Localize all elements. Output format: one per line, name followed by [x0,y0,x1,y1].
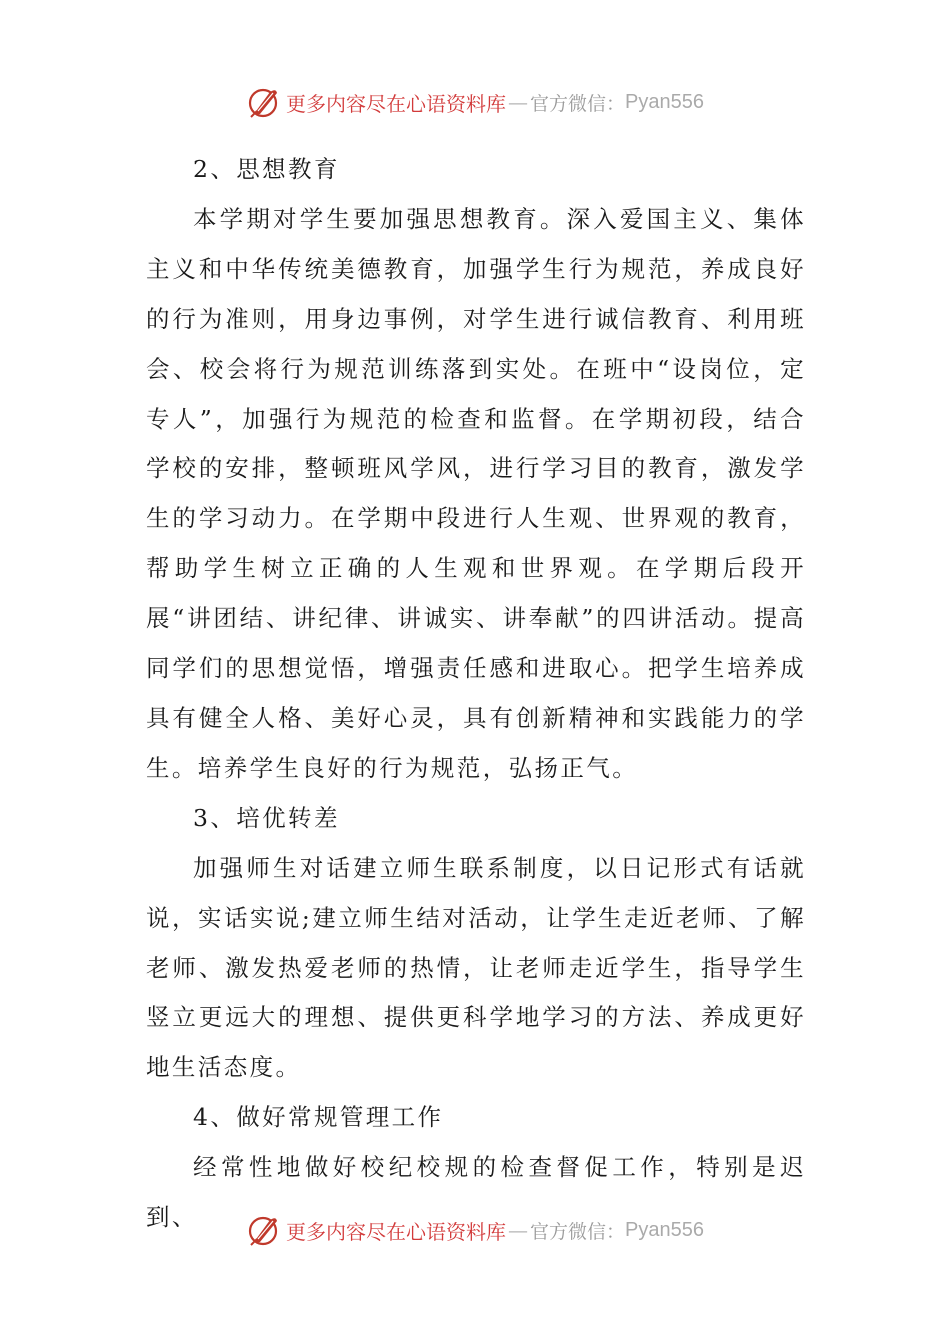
section-heading-tutoring: 3、培优转差 [193,803,340,832]
paragraph-routine-management: 经常性地做好校纪校规的检查督促工作，特别是迟到、 [146,1153,806,1232]
quill-pen-logo-icon [246,1212,282,1248]
banner-wechat-label: 官方微信： [530,1220,626,1243]
banner-separator: — [508,90,528,114]
paragraph-thought-education: 本学期对学生要加强思想教育。深入爱国主义、集体主义和中华传统美德教育，加强学生行为规范，养成良好的行为准则，用身边事例，对学生进行诚信教育、利用班会、校会将行为规范训练落到实处。在班中“设岗位，定专人”，加强行为规范的检查和监督。在学期初段，结合学校的安排，整顿班风学风，进行学习目的教育，激发学生的学习动力。在学期中段进行人生观、世界观的教育，帮助学生树立正确的人生观和世界观。在学期后段开展“讲团结、讲纪律、讲诚实、讲奉献”的四讲活动。提高同学们的思想觉悟，增强责任感和进取心。把学生培养成具有健全人格、美好心灵，具有创新精神和实践能力的学生。培养学生良好的行为规范，弘扬正气。 [146,204,806,782]
banner-wechat-id: Pyan556 [625,90,704,113]
banner-brand-text: 更多内容尽在心语资料库 [286,1219,506,1244]
paragraph-tutoring: 加强师生对话建立师生联系制度，以日记形式有话就说，实话实说;建立师生结对活动，让学生走近老师、了解老师、激发热爱老师的热情，让老师走近学生，指导学生竖立更远大的理想、提供更科学地学习的方法、养成更好地生活态度。 [146,853,806,1082]
banner-wechat-label: 官方微信： [530,92,626,115]
header-banner [0,82,950,122]
banner-wechat-id: Pyan556 [625,1218,704,1241]
document-body [146,145,806,1243]
footer-banner [0,1210,950,1250]
quill-pen-logo-icon [246,84,282,120]
banner-brand-text: 更多内容尽在心语资料库 [286,91,506,116]
banner-separator: — [508,1218,528,1242]
section-heading-routine-management: 4、做好常规管理工作 [193,1103,444,1132]
section-heading-thought-education: 2、思想教育 [193,155,340,183]
